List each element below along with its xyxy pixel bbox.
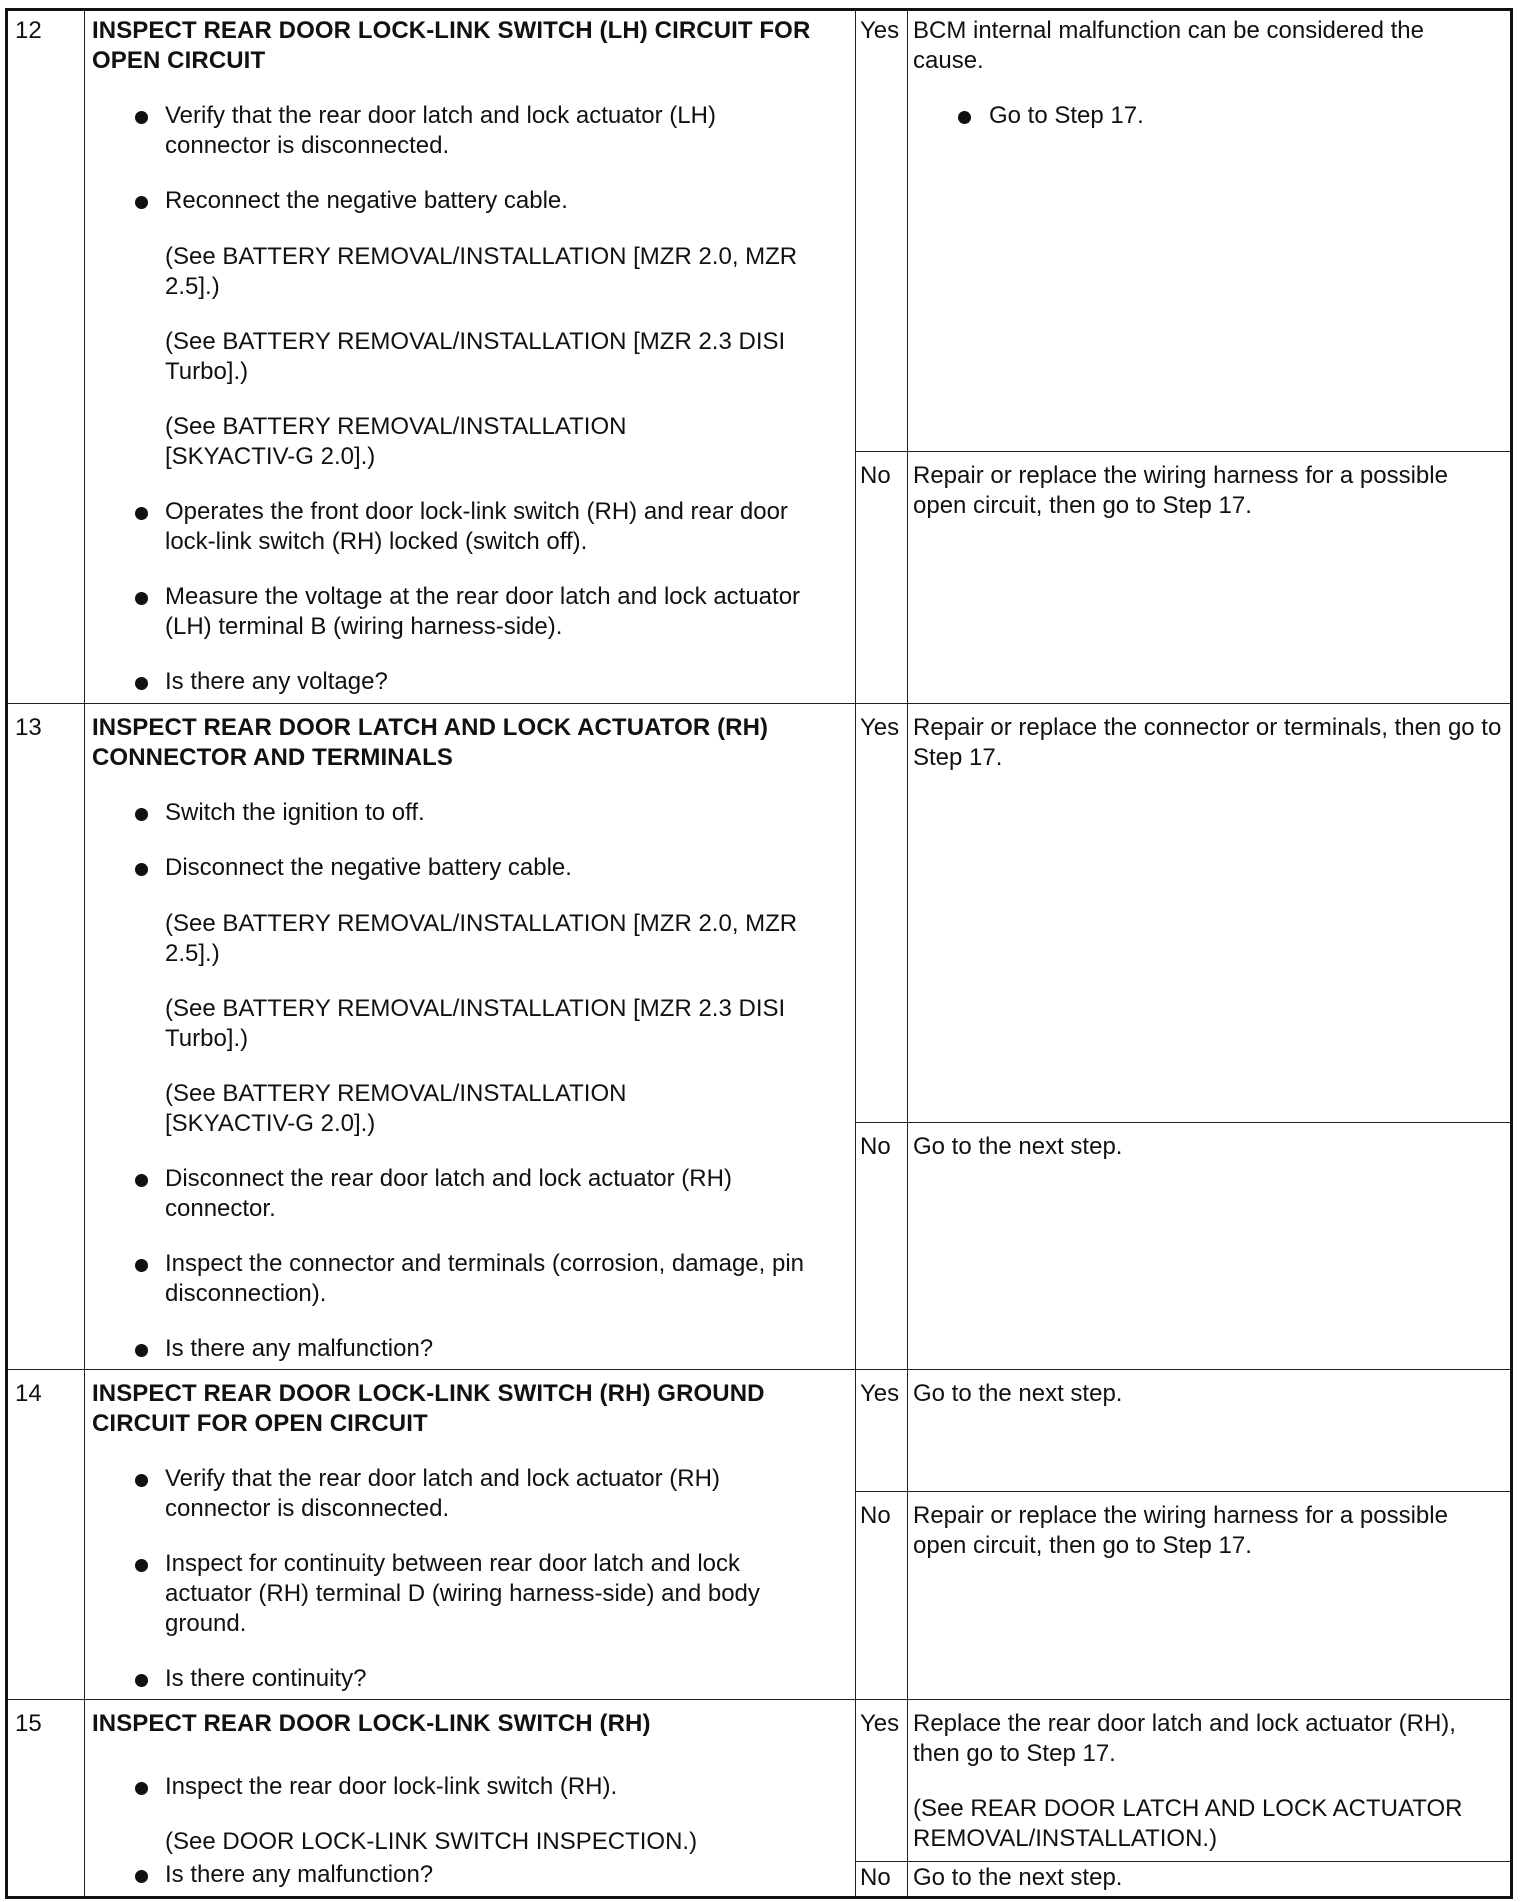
bullet-icon [135,808,148,821]
row-divider [8,1369,1510,1370]
bullet-icon [958,111,971,124]
bullet-icon [135,1674,148,1687]
column-divider [855,11,856,1896]
yes-label: Yes [860,1710,900,1737]
step-question: Is there continuity? [165,1665,367,1692]
step-title: INSPECT REAR DOOR LATCH AND LOCK ACTUATOR (RH) CONNECTOR AND TERMINALS [92,714,775,771]
step-title: INSPECT REAR DOOR LOCK-LINK SWITCH (RH) GROUND CIRCUIT FOR OPEN CIRCUIT [92,1380,772,1437]
bullet-icon [135,1174,148,1187]
no-label: No [860,462,891,489]
step-number: 13 [15,714,42,741]
yes-action: Go to Step 17. [989,102,1144,129]
yes-result: Go to the next step. [913,1380,1123,1407]
step-question: Is there any malfunction? [165,1861,434,1888]
step-number: 12 [15,17,42,44]
step-instruction: Operates the front door lock-link switch (RH) and rear door lock-link switch (RH) locked (switch off). [165,498,795,555]
yes-result: BCM internal malfunction can be considered the cause. [913,17,1431,74]
yes-no-divider [855,1861,1510,1862]
reference-link[interactable]: (See BATTERY REMOVAL/INSTALLATION [SKYACTIV-G 2.0].) [165,1080,634,1137]
yes-no-divider [855,1122,1510,1123]
row-divider [8,1699,1510,1700]
yes-no-divider [855,1491,1510,1492]
no-result: Repair or replace the wiring harness for a possible open circuit, then go to Step 17. [913,462,1455,519]
row-divider [8,703,1510,704]
no-result: Go to the next step. [913,1133,1123,1160]
bullet-icon [135,1344,148,1357]
reference-link[interactable]: (See BATTERY REMOVAL/INSTALLATION [SKYACTIV-G 2.0].) [165,413,634,470]
no-label: No [860,1864,891,1891]
step-question: Is there any voltage? [165,668,388,695]
step-instruction: Disconnect the negative battery cable. [165,854,572,881]
no-label: No [860,1133,891,1160]
step-title: INSPECT REAR DOOR LOCK-LINK SWITCH (LH) CIRCUIT FOR OPEN CIRCUIT [92,17,818,74]
reference-link[interactable]: (See REAR DOOR LATCH AND LOCK ACTUATOR REMOVAL/INSTALLATION.) [913,1795,1470,1852]
column-divider [907,11,908,1896]
step-instruction: Disconnect the rear door latch and lock actuator (RH) connector. [165,1165,739,1222]
column-divider [84,11,85,1896]
reference-link[interactable]: (See BATTERY REMOVAL/INSTALLATION [MZR 2.0, MZR 2.5].) [165,910,804,967]
no-label: No [860,1502,891,1529]
yes-no-divider [855,451,1510,452]
bullet-icon [135,677,148,690]
no-result: Repair or replace the wiring harness for a possible open circuit, then go to Step 17. [913,1502,1455,1559]
step-instruction: Inspect the rear door lock-link switch (RH). [165,1773,618,1800]
bullet-icon [135,863,148,876]
bullet-icon [135,196,148,209]
bullet-icon [135,1259,148,1272]
bullet-icon [135,1474,148,1487]
reference-link[interactable]: (See BATTERY REMOVAL/INSTALLATION [MZR 2.3 DISI Turbo].) [165,328,792,385]
no-result: Go to the next step. [913,1864,1123,1891]
step-instruction: Switch the ignition to off. [165,799,425,826]
yes-label: Yes [860,714,900,741]
bullet-icon [135,592,148,605]
bullet-icon [135,1559,148,1572]
yes-result: Replace the rear door latch and lock actuator (RH), then go to Step 17. [913,1710,1463,1767]
bullet-icon [135,1870,148,1883]
step-instruction: Measure the voltage at the rear door latch and lock actuator (LH) terminal B (wiring harness-side). [165,583,807,640]
step-instruction: Verify that the rear door latch and lock actuator (LH) connector is disconnected. [165,102,723,159]
yes-label: Yes [860,1380,900,1407]
bullet-icon [135,1782,148,1795]
step-instruction: Inspect for continuity between rear door latch and lock actuator (RH) terminal D (wiring harness-side) and body ground. [165,1550,767,1637]
step-question: Is there any malfunction? [165,1335,434,1362]
step-instruction: Inspect the connector and terminals (corrosion, damage, pin disconnection). [165,1250,811,1307]
step-instruction: Verify that the rear door latch and lock actuator (RH) connector is disconnected. [165,1465,727,1522]
step-title: INSPECT REAR DOOR LOCK-LINK SWITCH (RH) [92,1710,651,1737]
reference-link[interactable]: (See DOOR LOCK-LINK SWITCH INSPECTION.) [165,1828,698,1855]
bullet-icon [135,507,148,520]
reference-link[interactable]: (See BATTERY REMOVAL/INSTALLATION [MZR 2.0, MZR 2.5].) [165,243,804,300]
step-number: 15 [15,1710,42,1737]
reference-link[interactable]: (See BATTERY REMOVAL/INSTALLATION [MZR 2.3 DISI Turbo].) [165,995,792,1052]
yes-result: Repair or replace the connector or terminals, then go to Step 17. [913,714,1508,771]
step-number: 14 [15,1380,42,1407]
step-instruction: Reconnect the negative battery cable. [165,187,568,214]
bullet-icon [135,111,148,124]
yes-label: Yes [860,17,900,44]
diagnostic-procedure-table [5,8,1513,1899]
